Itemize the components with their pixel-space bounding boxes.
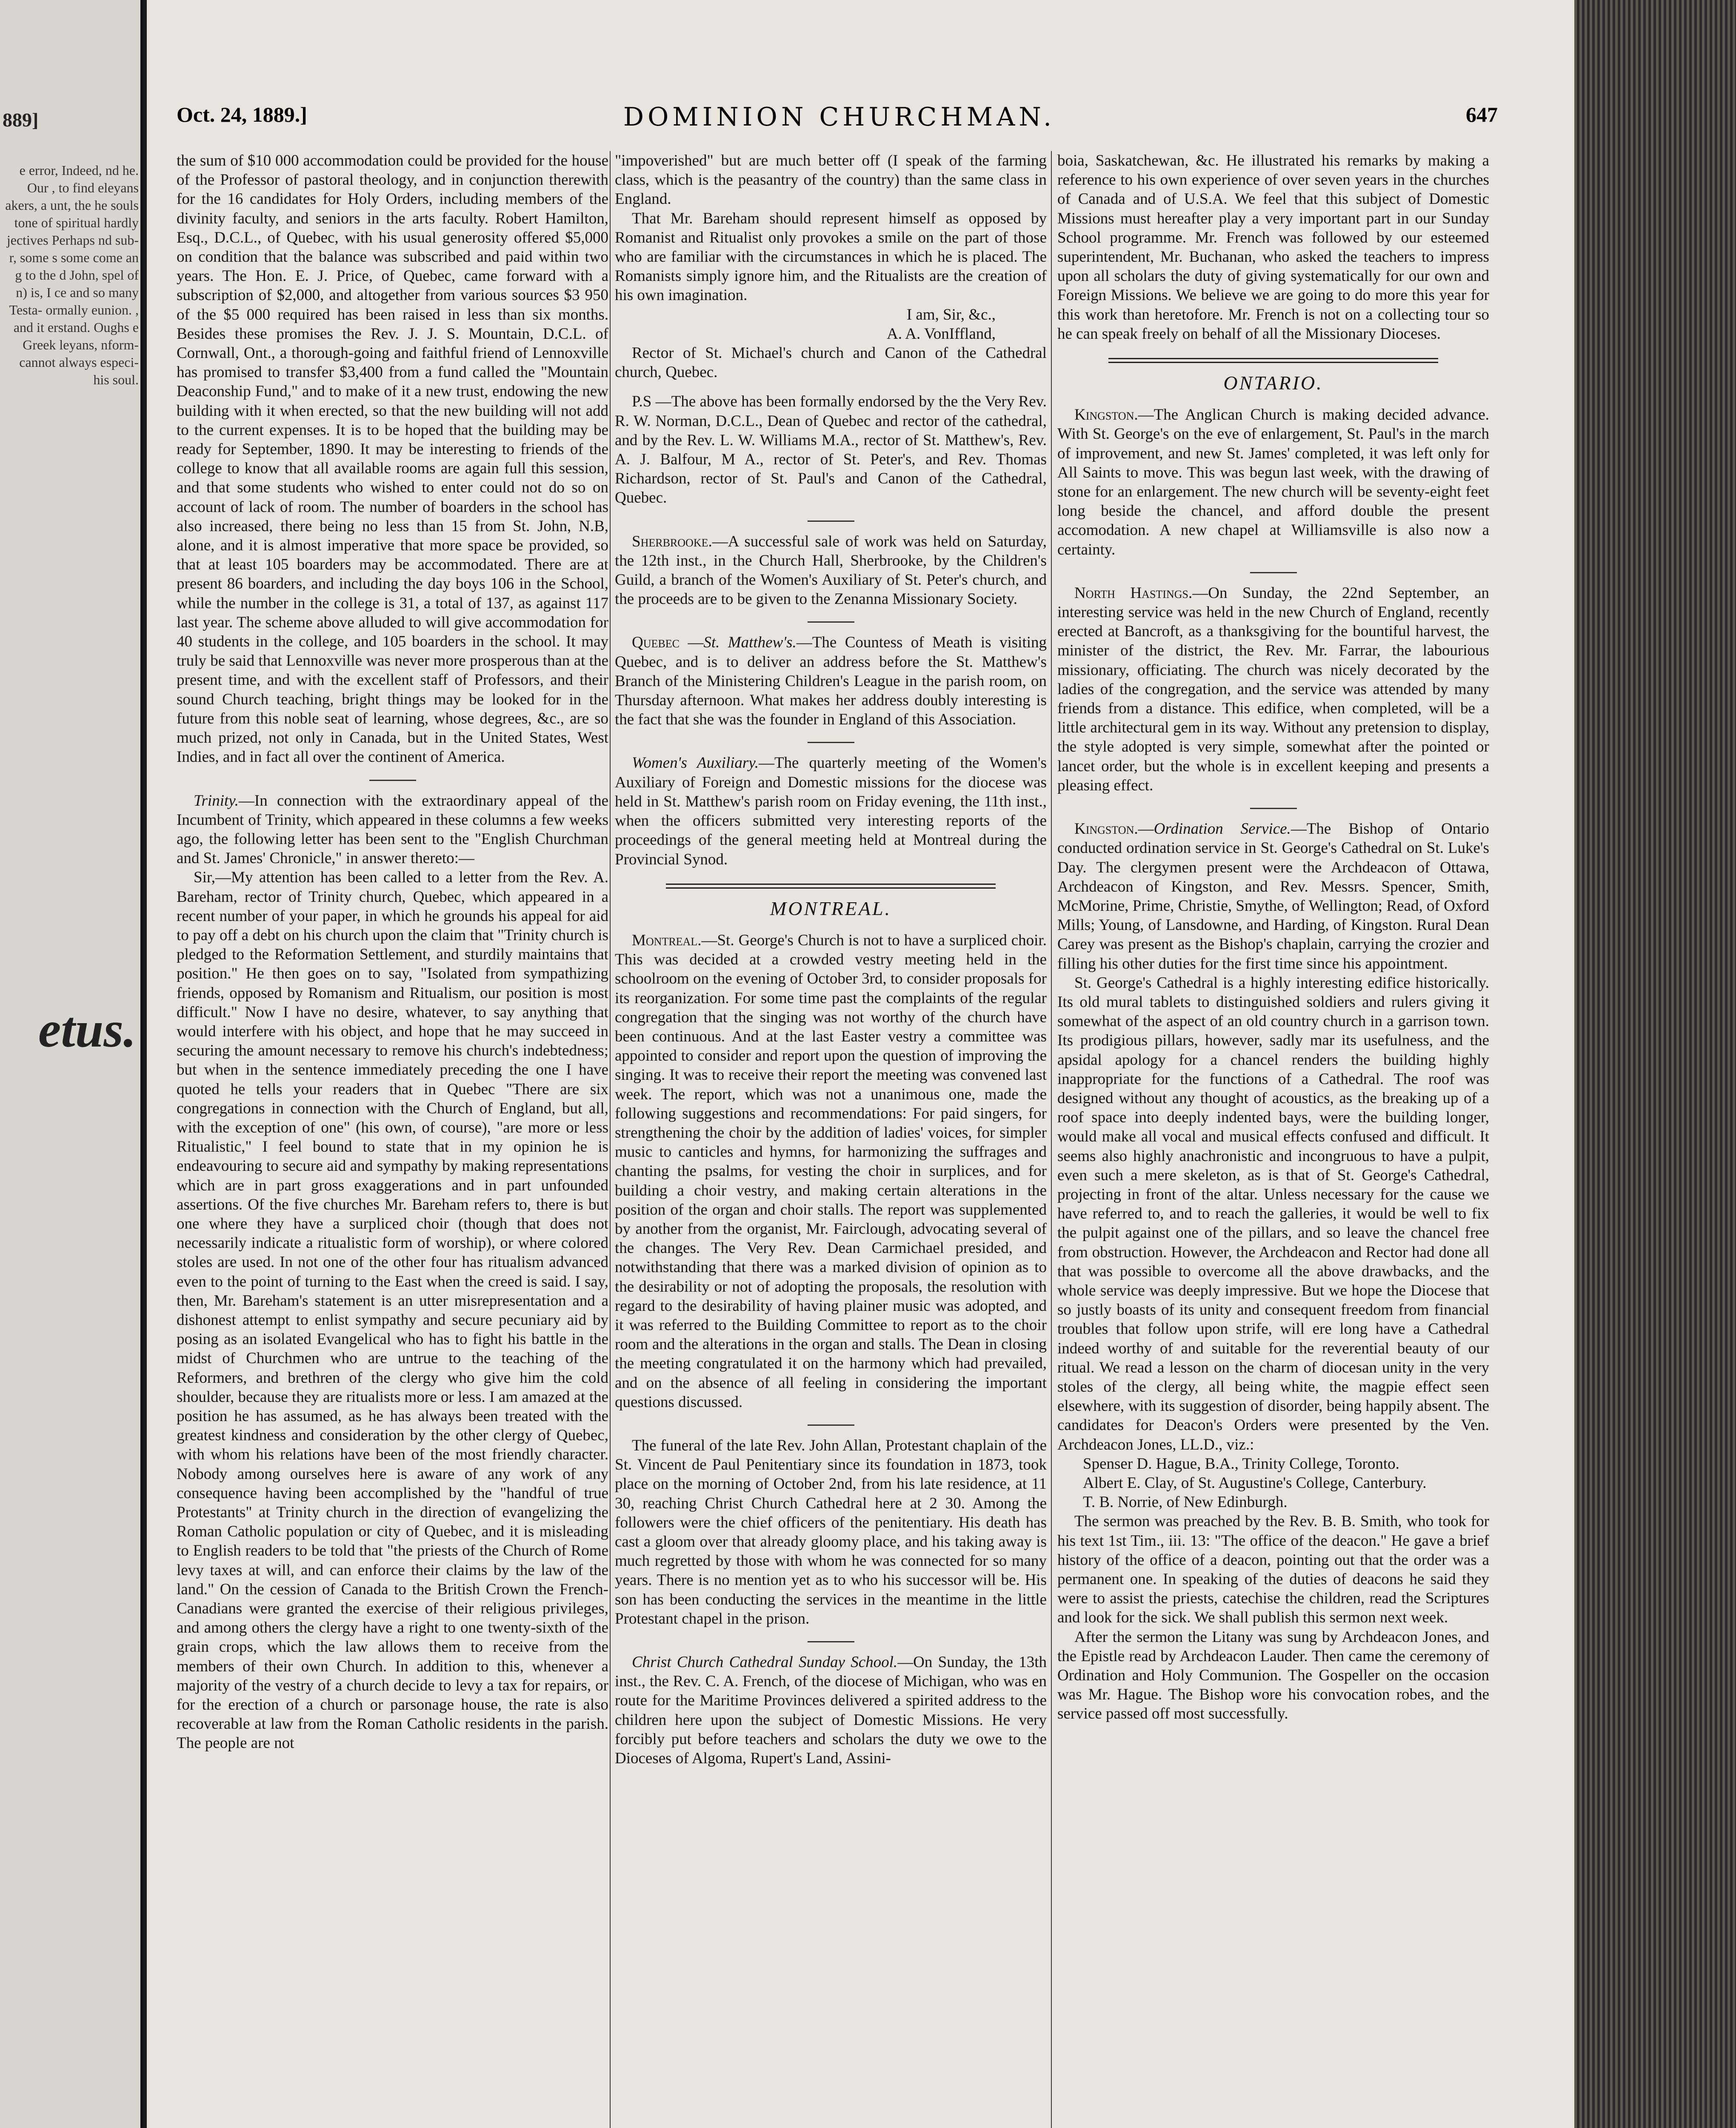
cathedral-paragraph: St. George's Cathedral is a highly interesting edifice historically. Its old mural tablets to distinguished soldiers and rulers giving it somewhat of the aspect of an old country church in a garrison town. Its prodigious pillars, however, sadly mar its usefulness, and the apsidal apology for a chancel renders the building highly inappropriate for the functions of a Cathedral. The roof was designed without any thought of acoustics, as the breaking up of a roof space into deeply indented bays, were the building longer, would make all vocal and musical effects confused and difficult. It seems also highly anachronistic and incongruous to have a pulpit, even such a mere skeleton, as is that of St. George's Cathedral, projecting in front of the altar. Unless necessary for the cause we have referred to, and to reach the galleries, it would be well to fix the pulpit against one of the pillars, and so leave the chancel free from obstruction. However, the Archdeacon and Rector had done all that was possible to overcome all the above drawbacks, and the whole service was deeply impressive. But we hope the Diocese that so justly boasts of its unity and consequent freedom from financial troubles that follow upon strife, will ere long have a Cathedral indeed worthy of and suitable for the reverential beauty of our ritual. We read a lesson on the charm of diocesan unity in the very stoles of the clergy, all being white, the magpie effect seen elsewhere, with its suggestion of disorder, being happily absent. The candidates for Deacon's Orders were presented by the Ven. Archdeacon Jones, LL.D., viz.: bbox=[1057, 974, 1489, 1453]
ordination-text: —The Bishop of Ontario conducted ordination service in St. George's Cathedral on St. Luke's Day. The clergymen present were the Archdeacon of Ottawa, Archdeacon of Kingston, and Rev. Messrs. Spencer, Smith, McMorine, Prime, Christie, Smythe, of Wellington; Read, of Oxford Mills; Young, of Lansdowne, and Harding, of Kingston. Rural Dean Carey was present as the Bishop's chaplain, carrying the crozier and filling his other duties for the first time since his appointment. bbox=[1057, 820, 1489, 972]
section-rule bbox=[666, 887, 996, 889]
womens-auxiliary-paragraph bbox=[615, 753, 1047, 869]
short-rule bbox=[808, 521, 854, 522]
postscript: P.S —The above has been formally endorsed by the the Very Rev. R. W. Norman, D.C.L., Dean of Quebec and rector of the cathedral, and by the Rev. L. W. Williams M.A., rector of St. Matthew's, Rev. A. J. Balfour, M A., rector of St. Peter's, and Rev. Thomas Richardson, rector of St. Paul's and Canon of the Cathedral, Quebec. bbox=[615, 393, 1047, 507]
column-3 bbox=[1057, 151, 1489, 1724]
north-hastings-paragraph bbox=[1057, 583, 1489, 795]
north-hastings-text: —On Sunday, the 22nd September, an interesting service was held in the new Church of England, recently erected at Bancroft, as a thanksgiving for the bountiful harvest, the minister of the district, the Rev. Mr. Farrar, the labourious missionary, officiating. The church was nicely decorated by the ladies of the congregation, and the service was attended by many friends from a distance. This edifice, when completed, will be a little architectural gem in its way. Without any pretension to display, the style adopted is very simple, somewhat after the pointed or lancet order, but the whole is in excellent keeping and presents a pleasing effect. bbox=[1057, 584, 1489, 794]
header-date: Oct. 24, 1889.] bbox=[177, 103, 307, 126]
montreal-text: —St. George's Church is not to have a surpliced choir. This was decided at a crowded vestry meeting held in the schoolroom on the evening of October 3rd, to consider proposals for its reorganization. For some time past the complaints of the regular congregation that the singing was not worthy of the church have been continuous. And at the last Easter vestry a committee was appointed to consider and report upon the question of improving the singing. It was to receive their report the meeting was convened last week. The report, which was not a unanimous one, made the following suggestions and recommendations: For paid singers, for strengthening the choir by the addition of ladies' voices, for simpler music to canticles and hymns, for harmonizing the suffrages and chanting the psalms, for vesting the choir in surplices, and for building a choir vestry, and making certain alterations in the position of the organ and choir stalls. The report was supplemented by another from the organist, Mr. Fairclough, advocating several of the changes. The Very Rev. Dean Carmichael presided, and notwithstanding that there was a marked division of opinion as to the desirability or not of adopting the proposals, the resolution with regard to the desirability of having plainer music was adopted, and it was referred to the Building Committee to report as to the choir room and the alterations in the organ and stalls. The Dean in closing the meeting congratulated it on the harmony which had prevailed, and on the absence of all feeling in considering the important questions discussed. bbox=[615, 931, 1047, 1411]
section-rule bbox=[666, 884, 996, 885]
after-sermon-paragraph: After the sermon the Litany was sung by Archdeacon Jones, and the Epistle read by Archdeacon Lauder. Then came the ceremony of Ordination and Holy Communion. The Gospeller on the occasion was Mr. Hague. The Bishop wore his convocation robes, and the service passed off most successfully. bbox=[1057, 1628, 1489, 1723]
column-1 bbox=[177, 151, 608, 1753]
short-rule bbox=[808, 742, 854, 743]
page-number: 647 bbox=[1466, 103, 1498, 126]
letter-salutation: I am, Sir, &c., bbox=[906, 306, 996, 323]
sherbrooke-text: —A successful sale of work was held on Saturday, the 12th inst., in the Church Hall, Sherbrooke, by the Children's Guild, a branch of the Women's Auxiliary of St. Peter's church, and the proceeds are to be given to the Zenanna Missionary Society. bbox=[615, 532, 1047, 608]
candidate-item: T. B. Norrie, of New Edinburgh. bbox=[1083, 1493, 1288, 1511]
trinity-intro-text: —In connection with the extraordinary appeal of the Incumbent of Trinity, which appeared in these columns a few weeks ago, the following letter has been sent to the "English Churchman and St. James' Chronicle," in answer thereto:— bbox=[177, 792, 608, 867]
masthead-title: DOMINION CHURCHMAN. bbox=[623, 102, 1056, 132]
womens-auxiliary-text: —The quarterly meeting of the Women's Auxiliary of Foreign and Domestic missions for the diocese was held in St. Matthew's parish room on Friday evening, the 11th inst., when the officers submitted very interesting reports of the proceedings of the general meeting held at Montreal during the Provincial Synod. bbox=[615, 754, 1047, 868]
ordination-lead: Kingston. bbox=[1074, 820, 1138, 838]
short-rule bbox=[369, 780, 416, 781]
page-header bbox=[147, 102, 1574, 140]
letter-closing-paragraph: That Mr. Bareham should represent himself as opposed by Romanist and Ritualist only provokes a smile on the part of those who are familiar with the circumstances in which he is placed. The Romanists simply ignore him, and the Ritualists are the creation of his own imagination. bbox=[615, 209, 1047, 304]
candidate-item: Albert E. Clay, of St. Augustine's College, Canterbury. bbox=[1083, 1474, 1427, 1492]
womens-auxiliary-lead: Women's Auxiliary. bbox=[632, 754, 759, 772]
quebec-paragraph: Quebec —St. Matthew's.—The Countess of Meath is visiting Quebec, and is to deliver an address before the St. Matthew's Branch of the Ministering Children's League in the parish room, on Thursday afternoon. What makes her address doubly interesting is the fact that she was the founder in England of this Association. bbox=[615, 634, 1047, 729]
lennoxville-paragraph: the sum of $10 000 accommodation could be provided for the house of the Professor of pastoral theology, and in conjunction therewith for the 16 candidates for Holy Orders, including members of the divinity faculty, and seniors in the arts faculty. Robert Hamilton, Esq., D.C.L., of Quebec, with his usual generosity offered $5,000 on condition that the balance was subscribed and paid within two years. The Hon. E. J. Price, of Quebec, came forward with a subscription of $2,000, and altogether from various sources $3 950 of the $5 000 required has been raised in less than six months. Besides these promises the Rev. J. J. S. Mountain, D.C.L. of Cornwall, Ont., a thorough-going and faithful friend of Lennoxville has promised to transfer $3,400 from a fund called the "Mountain Deaconship Fund," and to make of it a new trust, endowing the new building with it when erected, so that the new building will not add to the current expenses. It is to be hoped that the building may be ready for September, 1890. It may be interesting to friends of the college to know that all available rooms are again full this session, and that some students who wished to enter could not do so on account of lack of room. The number of boarders in the school has also increased, there being no less than 15 from St. John, N.B, alone, and it is almost imperative that more space be provided, so that at least 105 boarders may be accommodated. There are at present 86 boarders, and including the day boys 106 in the School, while the number in the college is 31, a total of 137, as against 117 last year. The scheme above alluded to will give accommodation for 40 students in the college, and 105 boarders in the school. It may truly be said that Lennoxville was never more prosperous than at the present time, and with the excellent staff of Professors, and their sound Church teaching, bright things may be looked for in the future from this noble seat of learning, whose degrees, &c., are so much prized, not only in Canada, but in the United States, West Indies, and in fact all over the continent of America. bbox=[177, 152, 608, 766]
kingston-lead: Kingston. bbox=[1074, 406, 1138, 424]
montreal-paragraph bbox=[615, 931, 1047, 1412]
quebec-text: —The Countess of Meath is visiting Quebec, and is to deliver an address before the St. Matthew's Branch of the Ministering Children's League in the parish room, on Thursday afternoon. What makes her address doubly interesting is the fact that she was the founder in England of this Association. bbox=[615, 634, 1047, 729]
section-rule bbox=[1108, 358, 1438, 359]
previous-page-margin-text: e error, Indeed, nd he. Our , to find eleyans akers, a unt, the he souls tone of spiritual hardly jectives Perhaps nd sub- r, some s some come an g to the d John, spel of n) is, I ce and so many Testa- ormally eunion. , and it erstand. Oughs e Greek leyans, nform- cannot always especi- his soul. bbox=[5, 163, 139, 387]
trinity-lead: Trinity. bbox=[194, 792, 239, 809]
sunday-school-continuation: boia, Saskatchewan, &c. He illustrated his remarks by making a reference to his own experience of over seven years in the churches of Canada and of U.S.A. We feel that this subject of Domestic Missions must hereafter play a very important part in our Sunday School programme. Mr. French was followed by our esteemed superintendent, Mr. Buchanan, who asked the teachers to impress upon all scholars the duty of giving systematically for our own and Foreign Missions. We believe we are going to do more this year for this work than heretofore. Mr. French is not on a collecting tour so he can speak freely on behalf of all the Missionary Dioceses. bbox=[1057, 152, 1489, 343]
section-title-ontario: ONTARIO. bbox=[1223, 372, 1323, 394]
sherbrooke-lead: Sherbrooke. bbox=[632, 532, 712, 550]
quebec-lead: Quebec bbox=[632, 634, 680, 652]
kingston-text: —The Anglican Church is making decided advance. With St. George's on the eve of enlargement, St. Paul's in the march of improvement, and new St. James' completed, it was left only for All Saints to move. This was begun last week, with the drawing of stone for an enlargement. The new church will be seventy-eight feet long beside the chancel, and afford double the present accomodation. A new chapel at Williamsville is also now a certainty. bbox=[1057, 406, 1489, 558]
short-rule bbox=[808, 621, 854, 623]
montreal-lead: Montreal. bbox=[632, 931, 702, 949]
quebec-subhead: St. Matthew's. bbox=[703, 634, 797, 652]
short-rule bbox=[808, 1641, 854, 1642]
previous-page-edge bbox=[0, 0, 143, 2128]
section-title-montreal: MONTREAL. bbox=[770, 897, 892, 919]
book-page-edges bbox=[1574, 0, 1736, 2128]
newspaper-page bbox=[147, 0, 1574, 2128]
sherbrooke-paragraph bbox=[615, 532, 1047, 609]
north-hastings-lead: North Hastings. bbox=[1074, 584, 1193, 602]
ordination-paragraph: Kingston.—Ordination Service.—The Bishop of Ontario conducted ordination service in St. George's Cathedral on St. Luke's Day. The clergymen present were the Archdeacon of Ottawa, Archdeacon of Kingston, and Rev. Messrs. Spencer, Smith, McMorine, Prime, Christie, Smythe, of Wellington; Read, of Oxford Mills; Young, of Lansdowne, and Harding, of Kingston. Rural Dean Carey was present as the Bishop's chaplain, carrying the crozier and filling his other duties for the first time since his appointment. bbox=[1057, 820, 1489, 972]
short-rule bbox=[1250, 572, 1297, 573]
short-rule bbox=[808, 1424, 854, 1426]
ordination-subhead: Ordination Service. bbox=[1154, 820, 1291, 838]
letter-signature: A. A. VonIffland, bbox=[887, 325, 996, 343]
letter-continuation: "impoverished" but are much better off (I speak of the farming class, which is the peasantry of the country) than the same class in England. bbox=[615, 152, 1047, 208]
column-rule bbox=[610, 151, 611, 2128]
previous-page-running-head: 889] bbox=[3, 109, 39, 131]
funeral-paragraph: The funeral of the late Rev. John Allan, Protestant chaplain of the St. Vincent de Paul Penitentiary since its foundation in 1873, took place on the morning of October 2nd, from his late residence, at 11 30, reaching Christ Church Cathedral here at 2 30. Among the followers were the chief officers of the penitentiary. His death has cast a gloom over that already gloomy place, and his taking away is much regretted by those with whom he was connected for so many years. There is no mention yet as to who his successor will be. His son has been conducting the services in the meantime in the little Protestant chapel in the prison. bbox=[615, 1436, 1047, 1627]
short-rule bbox=[1250, 808, 1297, 809]
sermon-paragraph: The sermon was preached by the Rev. B. B. Smith, who took for his text 1st Tim., iii. 13: "The office of the deacon." He gave a brief history of the office of a deacon, pointing out that the order was a permanent one. In speaking of the duties of deacons he said they were to assist the priests, catechise the children, read the Scriptures and look for the sick. We shall publish this sermon next week. bbox=[1057, 1513, 1489, 1627]
sunday-school-text: —On Sunday, the 13th inst., the Rev. C. A. French, of the diocese of Michigan, who was en route for the Maritime Provinces delivered a spirited address to the children here upon the subject of Domestic Missions. He very forcibly put before teachers and scholars the duty we owe to the Dioceses of Algoma, Rupert's Land, Assini- bbox=[615, 1653, 1047, 1768]
section-rule bbox=[1108, 362, 1438, 363]
candidate-item: Spenser D. Hague, B.A., Trinity College, Toronto. bbox=[1083, 1455, 1399, 1473]
column-2 bbox=[615, 151, 1047, 1768]
kingston-paragraph bbox=[1057, 405, 1489, 559]
letter-body: Sir,—My attention has been called to a letter from the Rev. A. Bareham, rector of Trinity church, Quebec, which appeared in a recent number of your paper, in which he grounds his appeal for aid to pay off a debt on his church upon the claim that "Trinity church is pledged to the Reformation Settlement, and sturdily maintains that position." He then goes on to say, "Isolated from sympathizing friends, opposed by Romanism and Ritualism, our position is most difficult." Now I have no desire, whatever, to say anything that would interfere with his object, and hope that he may succeed in securing the amount necessary to remove his church's indebtedness; but when in the sentence immediately preceding the one I have quoted he tells your readers that in Quebec "There are six congregations in connection with the Church of England, but all, with the exception of one" (his own, of course), "are more or less Ritualistic," I feel bound to state that in my opinion he is endeavouring to secure aid and sympathy by making representations which are in part gross exaggerations and in part unfounded assertions. Of the five churches Mr. Bareham refers to, there is but one where they have a surpliced choir (though that does not necessarily indicate a ritualistic form of worship), or where colored stoles are used. In not one of the other four has ritualism advanced even to the point of turning to the East when the creed is said. I say, then, Mr. Bareham's statement is an utter misrepresentation and a dishonest attempt to enlist sympathy and secure pecuniary aid by posing as an isolated Evangelical who has to fight his battle in the midst of Churchmen who are untrue to the teaching of the Reformers, and brethren of the clergy who give him the cold shoulder, because they are ritualists more or less. I am amazed at the position he has assumed, as he has always been treated with the greatest kindness and consideration by the other clergy of Quebec, with whom his relations have been of the most friendly character. Nobody among ourselves here is aware of any work of any consequence having been accomplished by the "handful of true Protestants" at Trinity church in the direction of evangelizing the Roman Catholic population or city of Quebec, and it is misleading to English readers to be told that "the priests of the Church of Rome levy taxes at will, and can enforce their claims by the law of the land." On the cession of Canada to the British Crown the French-Canadians were granted the exercise of their religious privileges, and among others the clergy have a right to one twenty-sixth of the grain crops, which the law allows them to receive from the members of their own Church. In addition to this, whenever a majority of the vestry of a church decide to levy a tax for repairs, or for the erection of a church or parsonage house, the rate is also recoverable at law from the Roman Catholic residents in the parish. The people are not bbox=[177, 869, 608, 1752]
trinity-paragraph bbox=[177, 791, 608, 868]
sunday-school-lead: Christ Church Cathedral Sunday School. bbox=[632, 1653, 898, 1671]
letter-signature-title: Rector of St. Michael's church and Canon of the Cathedral church, Quebec. bbox=[615, 344, 1047, 381]
sunday-school-paragraph bbox=[615, 1653, 1047, 1768]
column-rule bbox=[1051, 151, 1052, 2128]
previous-page-masthead-fragment: etus. bbox=[38, 1001, 137, 1058]
